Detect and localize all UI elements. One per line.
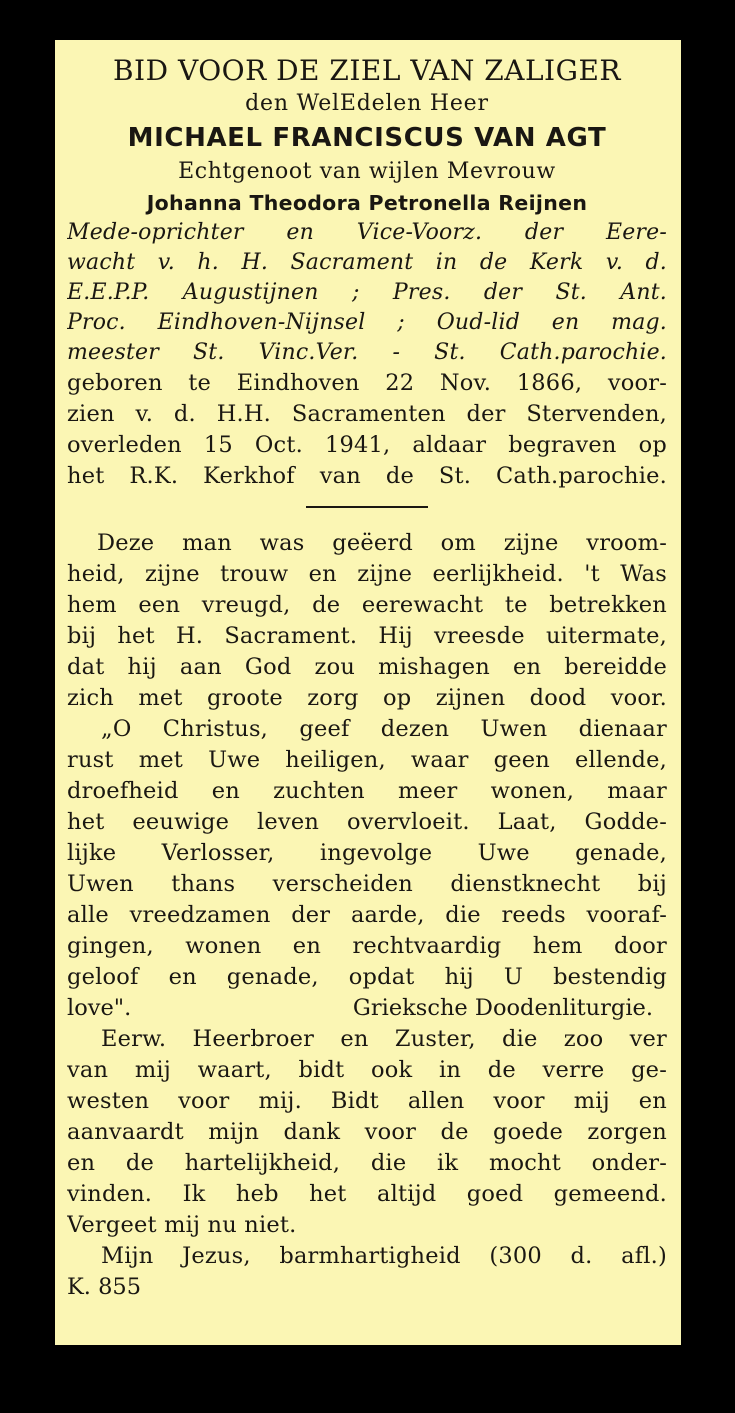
- liturgy-source: Grieksche Doodenliturgie.: [352, 995, 653, 1021]
- tribute-line: zich met groote zorg op zijnen dood voor.: [67, 685, 667, 711]
- prayer-line: het eeuwige leven overvloeit. Laat, Godde-: [67, 809, 667, 835]
- tribute-block: [67, 528, 667, 714]
- memorial-card: [55, 40, 681, 1345]
- farewell-line: Vergeet mij nu niet.: [67, 1212, 297, 1238]
- honorific: den WelEdelen Heer: [245, 91, 489, 116]
- prayer-line: Uwen thans verscheiden dienstknecht bij: [67, 871, 667, 897]
- farewell-line: aanvaardt mijn dank voor de goede zorgen: [67, 1119, 667, 1145]
- spouse-intro: Echtgenoot van wijlen Mevrouw: [178, 159, 556, 184]
- tribute-line: heid, zijne trouw en zijne eerlijkheid. 't Was: [67, 561, 667, 587]
- farewell-line: vinden. Ik heb het altijd goed gemeend.: [67, 1181, 667, 1207]
- tribute-line: dat hij aan God zou mishagen en bereidde: [67, 654, 667, 680]
- spouse-name: Johanna Theodora Petronella Reijnen: [146, 191, 588, 215]
- printer-code: K. 855: [67, 1274, 142, 1300]
- prayer-end-line: [67, 993, 667, 1024]
- prayer-end-word: love".: [67, 995, 132, 1021]
- prayer-block: [67, 714, 667, 1024]
- life-line: het R.K. Kerkhof van de St. Cath.parochie.: [67, 463, 667, 489]
- tribute-line: bij het H. Sacrament. Hij vreesde uitermate,: [67, 623, 667, 649]
- prayer-line: rust met Uwe heiligen, waar geen ellende,: [67, 747, 667, 773]
- roles-block: [67, 218, 667, 368]
- tribute-line: Deze man was geëerd om zijne vroom-: [97, 530, 667, 556]
- prayer-line: gingen, wonen en rechtvaardig hem door: [67, 933, 667, 959]
- life-line: zien v. d. H.H. Sacramenten der Stervenden,: [67, 401, 667, 427]
- roles-line: Proc. Eindhoven-Nijnsel ; Oud-lid en mag.: [67, 310, 667, 335]
- life-line: overleden 15 Oct. 1941, aldaar begraven op: [67, 432, 667, 458]
- roles-line: E.E.P.P. Augustijnen ; Pres. der St. Ant.: [67, 280, 667, 305]
- prayer-line: droefheid en zuchten meer wonen, maar: [67, 778, 667, 804]
- life-block: [67, 368, 667, 492]
- deceased-name: MICHAEL FRANCISCUS VAN AGT: [127, 123, 607, 153]
- farewell-line: westen voor mij. Bidt allen voor mij en: [67, 1088, 667, 1114]
- indulgence-prayer: Mijn Jezus, barmhartigheid (300 d. afl.): [101, 1243, 667, 1269]
- life-line: geboren te Eindhoven 22 Nov. 1866, voor-: [67, 370, 667, 396]
- prayer-line: geloof en genade, opdat hij U bestendig: [67, 964, 667, 990]
- roles-line: meester St. Vinc.Ver. - St. Cath.parochie.: [67, 340, 667, 365]
- farewell-block: [67, 1024, 667, 1241]
- prayer-line: alle vreedzamen der aarde, die reeds vooraf-: [67, 902, 667, 928]
- prayer-line: lijke Verlosser, ingevolge Uwe genade,: [67, 840, 667, 866]
- farewell-line: Eerw. Heerbroer en Zuster, die zoo ver: [101, 1026, 667, 1052]
- roles-line: Mede-oprichter en Vice-Voorz. der Eere-: [67, 220, 667, 245]
- card-title: BID VOOR DE ZIEL VAN ZALIGER: [112, 54, 621, 87]
- prayer-line: „O Christus, geef dezen Uwen dienaar: [101, 716, 667, 742]
- farewell-line: en de hartelijkheid, die ik mocht onder-: [67, 1150, 667, 1176]
- divider: [306, 506, 428, 508]
- roles-line: wacht v. h. H. Sacrament in de Kerk v. d.: [67, 250, 667, 275]
- farewell-line: van mij waart, bidt ook in de verre ge-: [67, 1057, 667, 1083]
- tribute-line: hem een vreugd, de eerewacht te betrekken: [67, 592, 667, 618]
